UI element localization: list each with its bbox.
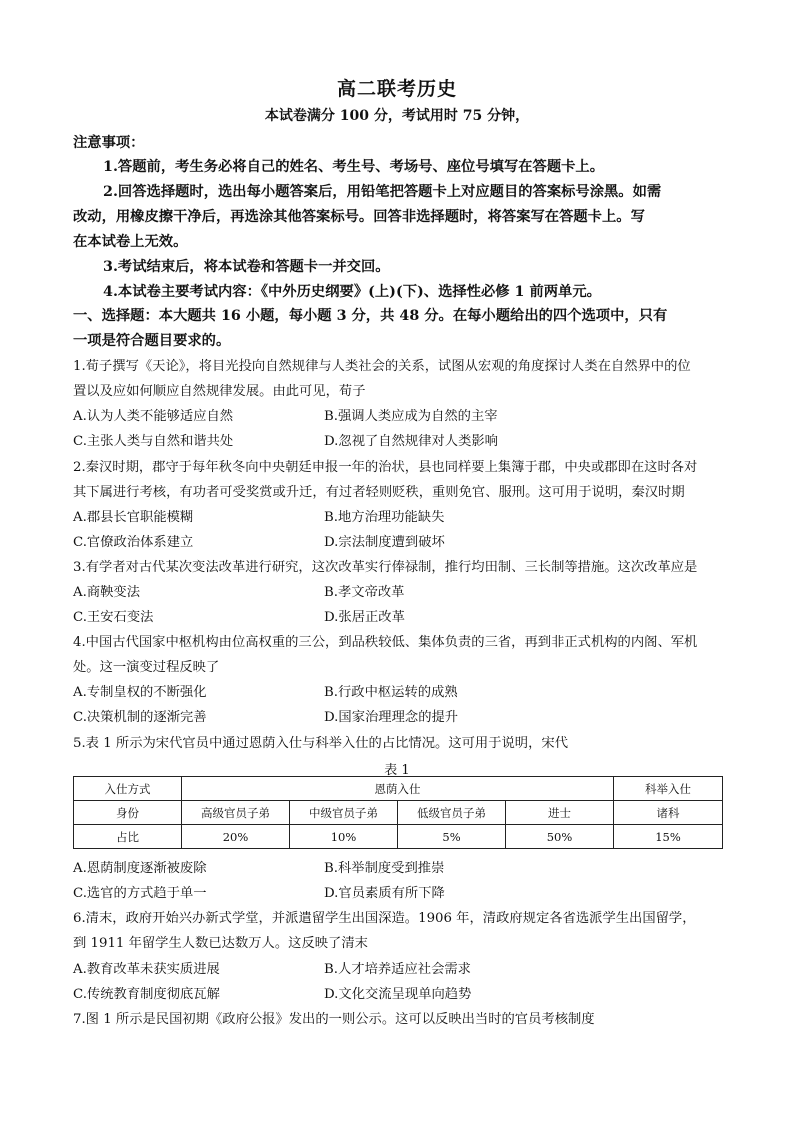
table-cell: 占比 [74, 825, 182, 849]
exam-subtitle: 本试卷满分 100 分，考试用时 75 分钟， [264, 108, 530, 124]
option-a: A.认为人类不能够适应自然 [73, 409, 234, 424]
data-table [73, 776, 723, 849]
table-cell: 高级官员子弟 [182, 801, 290, 825]
notice-item: 改动，用橡皮擦干净后，再选涂其他答案标号。回答非选择题时，将答案写在答题卡上。写 [73, 209, 645, 225]
question-5-text: 5.表 1 所示为宋代官员中通过恩荫入仕与科举入仕的占比情况。这可用于说明，宋代 [73, 736, 568, 751]
table-row [74, 777, 723, 801]
question-6-text: 6.清末，政府开始兴办新式学堂，并派遣留学生出国深造。1906 年，清政府规定各省选派学生出国留学， [73, 911, 696, 926]
option-c: C.决策机制的逐渐完善 [73, 710, 207, 725]
option-c: C.选官的方式趋于单一 [73, 886, 207, 901]
question-1-text: 1.荀子撰写《天论》，将目光投向自然规律与人类社会的关系，试图从宏观的角度探讨人类在自然界中的位 [73, 359, 691, 374]
option-b: B.人才培养适应社会需求 [324, 962, 471, 977]
option-d: D.忽视了自然规律对人类影响 [324, 434, 498, 449]
option-a: A.专制皇权的不断强化 [73, 685, 207, 700]
option-a: A.恩荫制度逐渐被废除 [73, 861, 207, 876]
table-caption: 表 1 [384, 763, 410, 778]
table-cell: 诸科 [614, 801, 723, 825]
notice-item: 3.考试结束后，将本试卷和答题卡一并交回。 [103, 259, 390, 275]
table-cell: 10% [290, 825, 398, 849]
table-cell: 身份 [74, 801, 182, 825]
option-a: A.商鞅变法 [73, 585, 141, 600]
question-2-text: 2.秦汉时期，郡守于每年秋冬向中央朝廷申报一年的治状，县也同样要上集簿于郡，中央或郡即在这时各对 [73, 460, 698, 475]
table-cell: 中级官员子弟 [290, 801, 398, 825]
option-d: D.张居正改革 [324, 610, 405, 625]
option-b: B.行政中枢运转的成熟 [324, 685, 458, 700]
option-b: B.地方治理功能缺失 [324, 510, 445, 525]
table-cell: 进士 [506, 801, 614, 825]
table-cell: 恩荫入仕 [182, 777, 614, 801]
option-d: D.文化交流呈现单向趋势 [324, 987, 472, 1002]
question-4-text: 处。这一演变过程反映了 [73, 660, 220, 675]
table-cell: 15% [614, 825, 723, 849]
option-c: C.王安石变法 [73, 610, 154, 625]
question-7-text: 7.图 1 所示是民国初期《政府公报》发出的一则公示。这可以反映出当时的官员考核制度 [73, 1012, 595, 1027]
table-cell: 入仕方式 [74, 777, 182, 801]
question-1-text: 置以及应如何顺应自然规律发展。由此可见，荀子 [73, 384, 366, 399]
notice-item: 4.本试卷主要考试内容：《中外历史纲要》(上)(下)、选择性必修 1 前两单元。 [103, 284, 601, 300]
table-row [74, 801, 723, 825]
option-b: B.强调人类应成为自然的主宰 [324, 409, 498, 424]
notice-heading: 注意事项： [73, 135, 145, 151]
table-cell: 20% [182, 825, 290, 849]
option-b: B.科举制度受到推崇 [324, 861, 445, 876]
table-cell: 50% [506, 825, 614, 849]
option-c: C.传统教育制度彻底瓦解 [73, 987, 220, 1002]
option-d: D.宗法制度遭到破坏 [324, 535, 445, 550]
option-a: A.教育改革未获实质进展 [73, 962, 220, 977]
section-heading-cont: 一项是符合题目要求的。 [73, 333, 231, 349]
section-heading: 一、选择题：本大题共 16 小题，每小题 3 分，共 48 分。在每小题给出的四个选项中，只有 [73, 308, 668, 324]
page-title: 高二联考历史 [336, 78, 457, 100]
notice-item: 在本试卷上无效。 [73, 234, 188, 250]
option-d: D.官员素质有所下降 [324, 886, 445, 901]
option-c: C.官僚政治体系建立 [73, 535, 194, 550]
question-6-text: 到 1911 年留学生人数已达数万人。这反映了清末 [73, 936, 368, 951]
question-4-text: 4.中国古代国家中枢机构由位高权重的三公，到品秩较低、集体负责的三省，再到非正式机构的内阁、军机 [73, 635, 698, 650]
question-3-text: 3.有学者对古代某次变法改革进行研究，这次改革实行俸禄制，推行均田制、三长制等措施。这次改革应是 [73, 560, 698, 575]
option-b: B.孝文帝改革 [324, 585, 405, 600]
notice-item: 2.回答选择题时，选出每小题答案后，用铅笔把答题卡上对应题目的答案标号涂黑。如需 [103, 184, 662, 200]
table-cell: 5% [398, 825, 506, 849]
option-a: A.郡县长官职能模糊 [73, 510, 194, 525]
table-cell: 低级官员子弟 [398, 801, 506, 825]
notice-item: 1.答题前，考生务必将自己的姓名、考生号、考场号、座位号填写在答题卡上。 [103, 159, 605, 175]
option-c: C.主张人类与自然和谐共处 [73, 434, 234, 449]
option-d: D.国家治理理念的提升 [324, 710, 459, 725]
table-row [74, 825, 723, 849]
table-cell: 科举入仕 [614, 777, 723, 801]
question-2-text: 其下属进行考核，有功者可受奖赏或升迁，有过者轻则贬秩，重则免官、服刑。这可用于说明，秦汉时期 [73, 485, 685, 500]
